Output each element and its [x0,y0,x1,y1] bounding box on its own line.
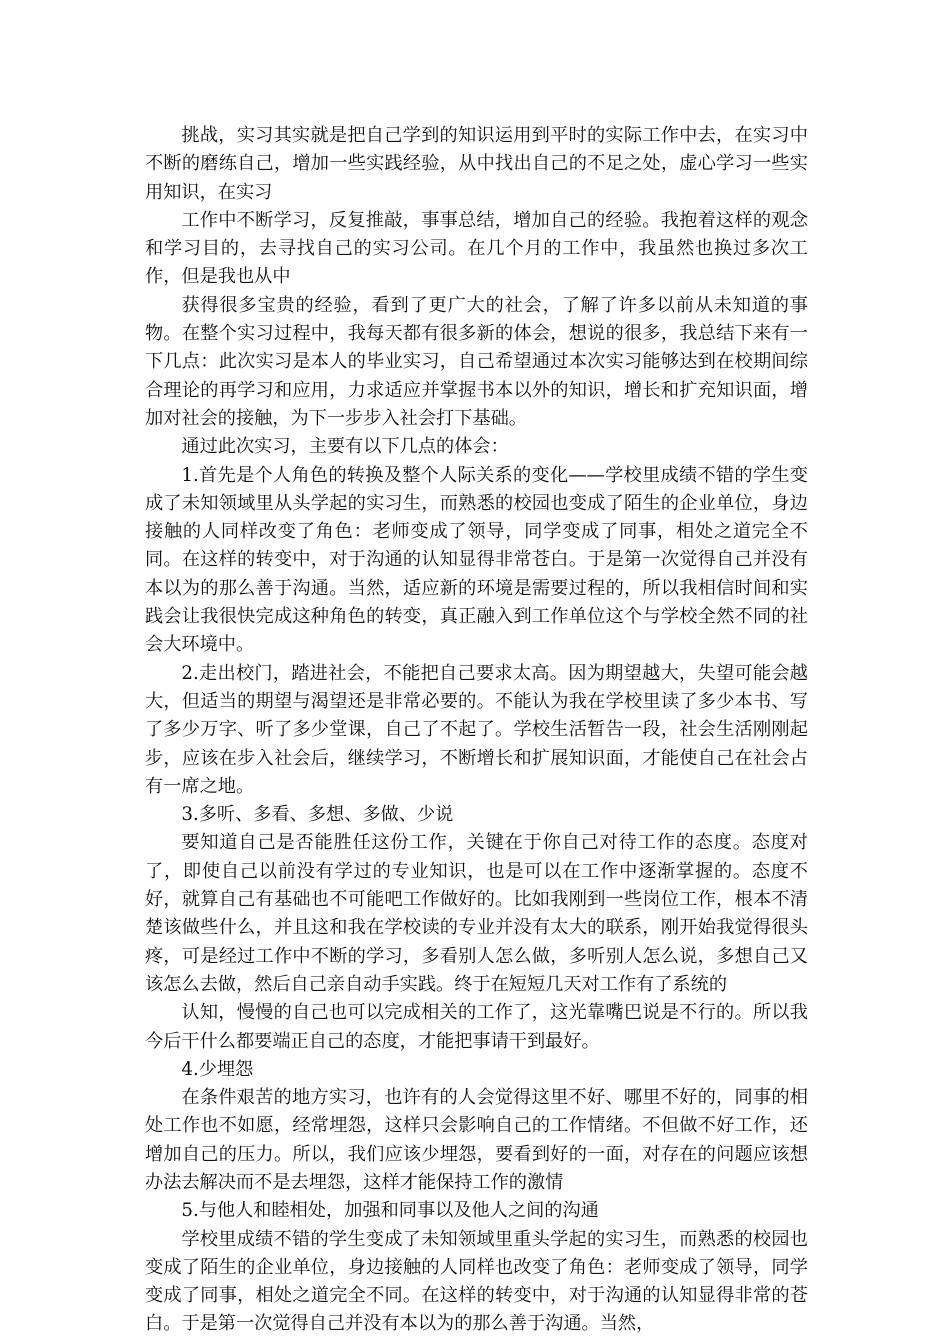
paragraph: 在条件艰苦的地方实习，也许有的人会觉得这里不好、哪里不好的，同事的相处工作也不如愿，经常埋怨，这样只会影响自己的工作情绪。不但做不好工作，还增加自己的压力。所以，我们应该少埋怨，要看到好的一面，对存在的问题应该想办法去解决而不是去埋怨，这样才能保持工作的激情 [145,1087,808,1193]
paragraph: 1.首先是个人角色的转换及整个人际关系的变化——学校里成绩不错的学生变成了未知领域里从头学起的实习生，而熟悉的校园也变成了陌生的企业单位，身边接触的人同样改变了角色：老师变成了领导，同学变成了同事，相处之道完全不同。在这样的转变中，对于沟通的认知显得非常苍白。于是第一次觉得自己并没有本以为的那么善于沟通。当然，适应新的环境是需要过程的，所以我相信时间和实践会让我很快完成这种角色的转变，真正融入到工作单位这个与学校全然不同的社会大环境中。 [145,464,808,656]
paragraph: 工作中不断学习，反复推敲，事事总结，增加自己的经验。我抱着这样的观念和学习目的，去寻找自己的实习公司。在几个月的工作中，我虽然也换过多次工作，但是我也从中 [145,209,808,288]
paragraph: 要知道自己是否能胜任这份工作，关键在于你自己对待工作的态度。态度对了，即使自己以前没有学过的专业知识，也是可以在工作中逐渐掌握的。态度不好，就算自己有基础也不可能吧工作做好的。比如我刚到一些岗位工作，根本不清楚该做些什么，并且这和我在学校读的专业并没有太大的联系，刚开始我觉得很头疼，可是经过工作中不断的学习，多看别人怎么做，多听别人怎么说，多想自己又该怎么去做，然后自己亲自动手实践。终于在短短几天对工作有了系统的 [145,832,808,995]
paragraph: 认知，慢慢的自己也可以完成相关的工作了，这光靠嘴巴说是不行的。所以我今后干什么都要端正自己的态度，才能把事请干到最好。 [145,1002,808,1052]
document-body [145,122,808,1339]
section-heading: 4.少埋怨 [181,1058,254,1080]
section-heading: 5.与他人和睦相处，加强和同事以及他人之间的沟通 [181,1200,599,1222]
paragraph: 获得很多宝贵的经验，看到了更广大的社会，了解了许多以前从未知道的事物。在整个实习过程中，我每天都有很多新的体会，想说的很多，我总结下来有一下几点：此次实习是本人的毕业实习，自己希望通过本次实习能够达到在校期间综合理论的再学习和应用，力求适应并掌握书本以外的知识，增长和扩充知识面，增加对社会的接触，为下一步步入社会打下基础。 [145,294,808,429]
paragraph: 2.走出校门，踏进社会，不能把自己要求太高。因为期望越大，失望可能会越大，但适当的期望与渴望还是非常必要的。不能认为我在学校里读了多少本书、写了多少万字、听了多少堂课，自己了不起了。学校生活暂告一段，社会生活刚刚起步，应该在步入社会后，继续学习，不断增长和扩展知识面，才能使自己在社会占有一席之地。 [145,662,808,797]
paragraph: 学校里成绩不错的学生变成了未知领域里重头学起的实习生，而熟悉的校园也变成了陌生的企业单位，身边接触的人同样也改变了角色：老师变成了领导，同学变成了同事，相处之道完全不同。在这样的转变中，对于沟通的认知显得非常的苍白。于是第一次觉得自己并没有本以为的那么善于沟通。当然， [145,1228,808,1335]
section-heading: 3.多听、多看、多想、多做、少说 [181,804,454,826]
paragraph: 挑战，实习其实就是把自己学到的知识运用到平时的实际工作中去，在实习中不断的磨练自己，增加一些实践经验，从中找出自己的不足之处，虚心学习一些实用知识，在实习 [145,125,808,203]
paragraph: 通过此次实习，主要有以下几点的体会： [181,436,509,458]
